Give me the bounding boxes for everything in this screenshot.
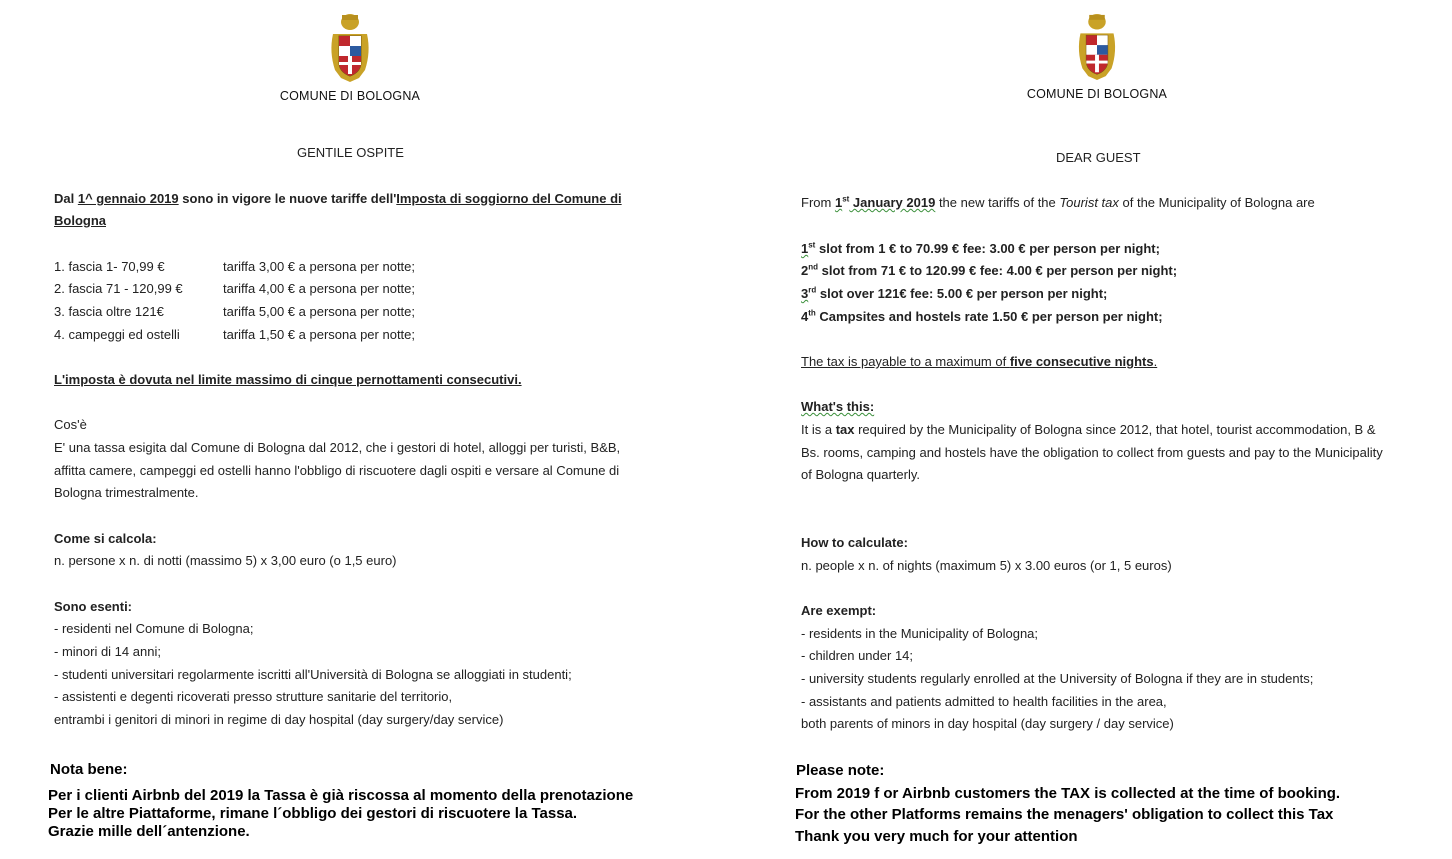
rate-fee: tariffa 4,00 € a persona per notte;: [223, 281, 416, 296]
note-title-en: Please note:: [796, 762, 885, 779]
what-title-en: What's this:: [801, 399, 875, 414]
exempt-line: - studenti universitari regolarmente iscritti all'Università di Bologna se alloggiati in studenti;: [54, 667, 572, 682]
what-line: E' una tassa esigita dal Comune di Bologna dal 2012, che i gestori di hotel, alloggi per turisti, B&B,: [54, 440, 621, 455]
limit-en: The tax is payable to a maximum of five consecutive nights.: [801, 354, 1158, 369]
rate-row: 3. fascia oltre 121€: [54, 304, 164, 319]
rate-row: 2nd slot from 71 € to 120.99 € fee: 4.00 € per person per night;: [801, 262, 1178, 278]
intro-it: Dal 1^ gennaio 2019 sono in vigore le nuove tariffe dell'Imposta di soggiorno del Comune di: [54, 191, 622, 206]
rate-row: 4. campeggi ed ostelli: [54, 327, 180, 342]
logo-left: [270, 12, 430, 103]
rate-row: 1st slot from 1 € to 70.99 € fee: 3.00 € per person per night;: [801, 240, 1160, 256]
coat-of-arms-icon: [325, 12, 375, 84]
exempt-line: - residents in the Municipality of Bologna;: [801, 626, 1039, 641]
exempt-title-it: Sono esenti:: [54, 599, 133, 614]
exempt-line: - residenti nel Comune di Bologna;: [54, 621, 254, 636]
rate-row: 1. fascia 1- 70,99 €: [54, 259, 165, 274]
note-line: Per i clienti Airbnb del 2019 la Tassa è già riscossa al momento della prenotazione: [48, 787, 634, 804]
rate-fee: tariffa 1,50 € a persona per notte;: [223, 327, 416, 342]
logo-right: [1017, 12, 1177, 101]
exempt-line: - assistants and patients admitted to health facilities in the area,: [801, 694, 1167, 709]
note-title-it: Nota bene:: [50, 761, 128, 778]
rate-fee: tariffa 3,00 € a persona per notte;: [223, 259, 416, 274]
rate-fee: tariffa 5,00 € a persona per notte;: [223, 304, 416, 319]
calc-title-it: Come si calcola:: [54, 531, 157, 546]
note-line: Per le altre Piattaforme, rimane l´obbligo dei gestori di riscuotere la Tassa.: [48, 805, 578, 822]
exempt-line: - children under 14;: [801, 648, 914, 663]
exempt-line: entrambi i genitori di minori in regime di day hospital (day surgery/day service): [54, 712, 504, 727]
limit-it: L'imposta è dovuta nel limite massimo di cinque pernottamenti consecutivi.: [54, 372, 522, 387]
exempt-title-en: Are exempt:: [801, 603, 877, 618]
exempt-line: - minori di 14 anni;: [54, 644, 161, 659]
what-line: of Bologna quarterly.: [801, 467, 920, 482]
logo-text-left: COMUNE DI BOLOGNA: [279, 89, 421, 103]
what-line: affitta camere, campeggi ed ostelli hanno l'obbligo di riscuotere dagli ospiti e versare al Comune di: [54, 463, 620, 478]
note-line: From 2019 f or Airbnb customers the TAX is collected at the time of booking.: [795, 785, 1341, 802]
what-title-it: Cos'è: [54, 417, 87, 432]
what-line: Bs. rooms, camping and hostels have the obligation to collect from guests and pay to the Municipality: [801, 445, 1383, 460]
rate-row: 2. fascia 71 - 120,99 €: [54, 281, 183, 296]
exempt-line: - assistenti e degenti ricoverati presso strutture sanitarie del territorio,: [54, 689, 453, 704]
calc-title-en: How to calculate:: [801, 535, 908, 550]
note-line: For the other Platforms remains the menagers' obligation to collect this Tax: [795, 806, 1334, 823]
rate-row: 3rd slot over 121€ fee: 5.00 € per person per night;: [801, 285, 1108, 301]
heading-en: DEAR GUEST: [1056, 150, 1141, 165]
intro-en: From 1st January 2019 the new tariffs of the Tourist tax of the Municipality of Bologna are: [801, 194, 1315, 210]
coat-of-arms-icon: [1072, 12, 1122, 82]
note-line: Thank you very much for your attention: [795, 828, 1078, 845]
heading-it: GENTILE OSPITE: [297, 145, 404, 160]
logo-text-right: COMUNE DI BOLOGNA: [1026, 87, 1168, 101]
calc-text-en: n. people x n. of nights (maximum 5) x 3.00 euros (or 1, 5 euros): [801, 558, 1172, 573]
intro-it-line2: Bologna: [54, 213, 106, 228]
rate-row: 4th Campsites and hostels rate 1.50 € per person per night;: [801, 308, 1163, 324]
exempt-line: - university students regularly enrolled at the University of Bologna if they are in students;: [801, 671, 1314, 686]
exempt-line: both parents of minors in day hospital (day surgery / day service): [801, 716, 1174, 731]
note-line: Grazie mille dell´antenzione.: [48, 823, 250, 840]
what-line: Bologna trimestralmente.: [54, 485, 199, 500]
what-line: It is a tax required by the Municipality of Bologna since 2012, that hotel, tourist accommodation, B &: [801, 422, 1376, 437]
calc-text-it: n. persone x n. di notti (massimo 5) x 3,00 euro (o 1,5 euro): [54, 553, 397, 568]
